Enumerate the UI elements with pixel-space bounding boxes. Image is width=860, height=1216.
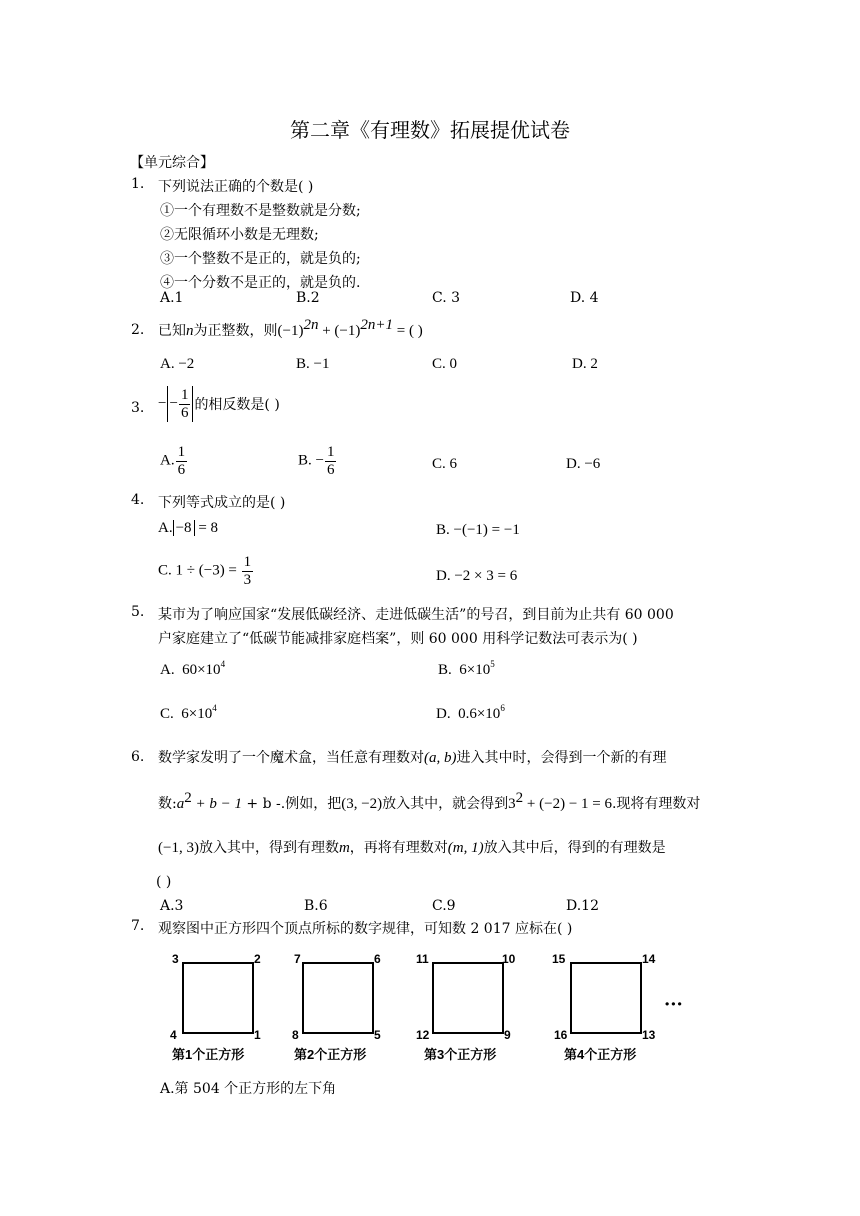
q4-option-d: D. −2 × 3 = 6 <box>436 568 518 584</box>
q3-option-d: D. −6 <box>566 456 601 472</box>
q2-option-c: C. 0 <box>432 356 458 372</box>
q6-line3: (−1, 3)放入其中，得到有理数m，再将有理数对(m, 1)放入其中后，得到的有理数是 <box>158 840 666 856</box>
q1-item: ①一个有理数不是整数就是分数; <box>160 203 361 219</box>
q5-line2: 户家庭建立了“低碳节能减排家庭档案”，则 60 000 用科学记数法可表示为( ) <box>158 631 638 647</box>
q2-stem: 已知n为正整数，则$(-1)^{2n} + (-1)^{2n+1}$ = ( ) <box>158 317 423 339</box>
q1-option-a: A.1 <box>160 290 184 306</box>
q1-item: ④一个分数不是正的，就是负的. <box>160 275 361 291</box>
q4-option-c: C. 1 ÷ (−3) = $\frac{1}{3}$ <box>158 554 252 588</box>
q2-option-d: D. 2 <box>572 356 598 372</box>
vertex-label: 8 <box>292 1028 299 1042</box>
q2-option-a: A. −2 <box>160 356 195 372</box>
q4-option-a: A. −8 = 8 <box>158 520 219 536</box>
vertex-label: 10 <box>502 952 516 966</box>
q3-option-a: A. $\frac{1}{6}$ <box>160 444 186 478</box>
q1-option-c: C. 3 <box>432 290 461 306</box>
q3-option-c: C. 6 <box>432 456 458 472</box>
q7-stem: 观察图中正方形四个顶点所标的数字规律，可知数 2 017 应标在( ) <box>158 921 573 937</box>
q2-option-b: B. −1 <box>296 356 330 372</box>
q4-stem: 下列等式成立的是( ) <box>158 495 286 511</box>
q6-option-b: B.6 <box>304 898 328 914</box>
vertex-label: 9 <box>504 1028 511 1042</box>
vertex-label: 5 <box>374 1028 381 1042</box>
q5-option-d: D. $0.6\times 10^6$ <box>436 703 505 722</box>
q3-option-b: B. − $\frac{1}{6}$ <box>298 444 335 478</box>
ellipsis: ··· <box>664 994 683 1015</box>
square-2 <box>302 962 374 1034</box>
square-caption: 第4个正方形 <box>564 1047 637 1062</box>
q5-option-c: C. $6\times 10^4$ <box>160 703 217 722</box>
square-1 <box>182 962 254 1034</box>
vertex-label: 13 <box>642 1028 656 1042</box>
vertex-label: 15 <box>552 952 566 966</box>
q1-item: ③一个整数不是正的，就是负的; <box>160 251 361 267</box>
vertex-label: 1 <box>254 1028 261 1042</box>
q4-number: 4. <box>131 492 145 508</box>
vertex-label: 6 <box>374 952 381 966</box>
vertex-label: 3 <box>172 952 179 966</box>
q1-option-b: B.2 <box>296 290 320 306</box>
q3-number: 3. <box>131 400 145 416</box>
q6-option-d: D.12 <box>566 898 599 914</box>
section-heading: 【单元综合】 <box>130 155 214 171</box>
vertex-label: 11 <box>416 952 429 966</box>
q6-answer-blank: ( ) <box>156 874 172 890</box>
q6-line2: 数$:a^2 + b - 1 + b$ -.例如，把(3, −2)放入其中，就会得到$3^2 + (-2) - 1 = 6$.现将有理数对 <box>158 790 701 812</box>
q6-option-c: C.9 <box>432 898 456 914</box>
q7-option-a: A.第 504 个正方形的左下角 <box>160 1081 337 1097</box>
q1-number: 1. <box>131 176 145 192</box>
q4-option-b: B. −(−1) = −1 <box>436 522 520 538</box>
q5-option-b: B. $6\times 10^5$ <box>438 659 495 678</box>
q2-number: 2. <box>131 322 145 338</box>
vertex-label: 7 <box>294 952 301 966</box>
q1-stem: 下列说法正确的个数是( ) <box>158 179 314 195</box>
vertex-label: 14 <box>642 952 656 966</box>
vertex-label: 4 <box>170 1028 177 1042</box>
square-caption: 第2个正方形 <box>294 1047 367 1062</box>
vertex-label: 2 <box>254 952 261 966</box>
q3-stem: − − $\frac{1}{6}$ 的相反数是( ) <box>158 387 280 421</box>
vertex-label: 12 <box>416 1028 430 1042</box>
q7-number: 7. <box>131 918 145 934</box>
q5-number: 5. <box>131 604 145 620</box>
square-caption: 第3个正方形 <box>424 1047 497 1062</box>
q6-number: 6. <box>131 749 145 765</box>
q5-line1: 某市为了响应国家“发展低碳经济、走进低碳生活”的号召，到目前为止共有 60 000 <box>158 607 674 623</box>
q6-line1: 数学家发明了一个魔术盒，当任意有理数对(a, b)进入其中时，会得到一个新的有理 <box>158 750 667 766</box>
square-caption: 第1个正方形 <box>172 1047 245 1062</box>
q6-option-a: A.3 <box>160 898 184 914</box>
vertex-label: 16 <box>554 1028 568 1042</box>
q1-item: ②无限循环小数是无理数; <box>160 227 319 243</box>
q5-option-a: A. $60\times 10^4$ <box>160 659 226 678</box>
square-3 <box>432 962 504 1034</box>
q1-option-d: D. 4 <box>570 290 599 306</box>
page-title: 第二章《有理数》拓展提优试卷 <box>290 118 570 142</box>
square-4 <box>570 962 642 1034</box>
